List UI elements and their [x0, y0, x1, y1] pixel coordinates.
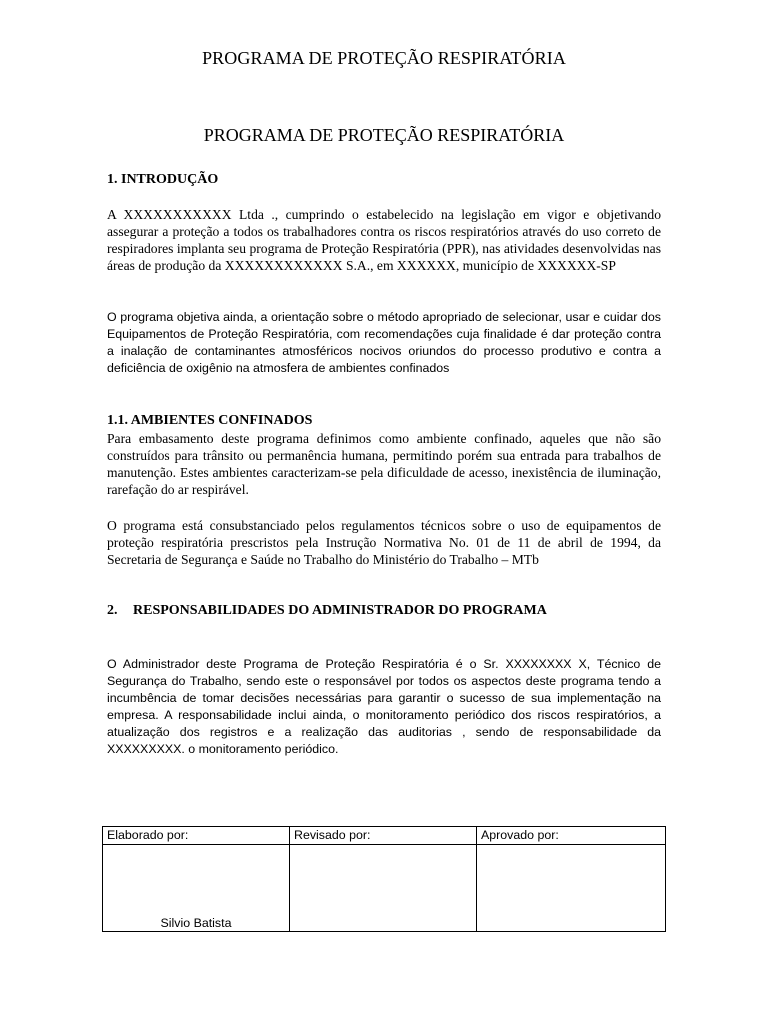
page-header-title: PROGRAMA DE PROTEÇÃO RESPIRATÓRIA: [202, 48, 566, 68]
section-1-paragraph-2: O programa objetiva ainda, a orientação sobre o método apropriado de selecionar, usar e cuidar dos Equipamentos de Proteção Respiratória, com recomendações cuja finalidade é dar proteção contra a inalação de contaminantes atmosféricos nocivos oriundos do processo produtivo e contra a deficiência de oxigênio na atmosfera de ambientes confinados: [107, 310, 661, 375]
signature-table: [102, 826, 666, 932]
section-2-number: 2.: [107, 603, 118, 618]
section-1-1-paragraph-1: Para embasamento deste programa definimos como ambiente confinado, aqueles que não são construídos para trânsito ou permanência humana, permitindo porém sua entrada para trabalhos de manutenção. Estes ambientes caracterizam-se pela dificuldade de acesso, inexistência de iluminação, rarefação do ar respirável.: [107, 431, 661, 497]
prepared-by-cell: [103, 845, 290, 932]
prepared-by-name: Silvio Batista: [160, 916, 232, 930]
approved-by-cell: [477, 845, 666, 932]
section-1-1-heading: 1.1. AMBIENTES CONFINADOS: [107, 413, 313, 428]
prepared-by-label: Elaborado por:: [103, 827, 290, 845]
section-1-heading: 1. INTRODUÇÃO: [107, 172, 219, 187]
section-2-paragraph-1: O Administrador deste Programa de Proteção Respiratória é o Sr. XXXXXXXX X, Técnico de Segurança do Trabalho, sendo este o responsável por todos os aspectos deste programa tendo a incumbência de tomar decisões necessárias para garantir o sucesso de sua implementação na empresa. A responsabilidade inclui ainda, o monitoramento periódico dos riscos respiratórios, a atualização dos registros e a realização das auditorias , sendo de responsabilidade da XXXXXXXXX. o monitoramento periódico.: [107, 657, 661, 756]
reviewed-by-cell: [290, 845, 477, 932]
section-1-paragraph-1: A XXXXXXXXXXX Ltda ., cumprindo o estabelecido na legislação em vigor e objetivando assegurar a proteção a todos os trabalhadores contra os riscos respiratórios através do uso correto de respiradores implanta seu programa de Proteção Respiratória (PPR), nas atividades desenvolvidas nas áreas de produção da XXXXXXXXXXXX S.A., em XXXXXX, município de XXXXXX-SP: [107, 207, 661, 273]
section-1-1-paragraph-2: O programa está consubstanciado pelos regulamentos técnicos sobre o uso de equipamentos de proteção respiratória prescristos pela Instrução Normativa No. 01 de 11 de abril de 1994, da Secretaria de Segurança e Saúde no Trabalho do Ministério do Trabalho – MTb: [107, 518, 661, 567]
approved-by-label: Aprovado por:: [477, 827, 666, 845]
section-2-heading-text: RESPONSABILIDADES DO ADMINISTRADOR DO PROGRAMA: [133, 603, 547, 618]
document-title: PROGRAMA DE PROTEÇÃO RESPIRATÓRIA: [203, 125, 565, 145]
section-2-heading: [107, 602, 547, 620]
reviewed-by-label: Revisado por:: [290, 827, 477, 845]
